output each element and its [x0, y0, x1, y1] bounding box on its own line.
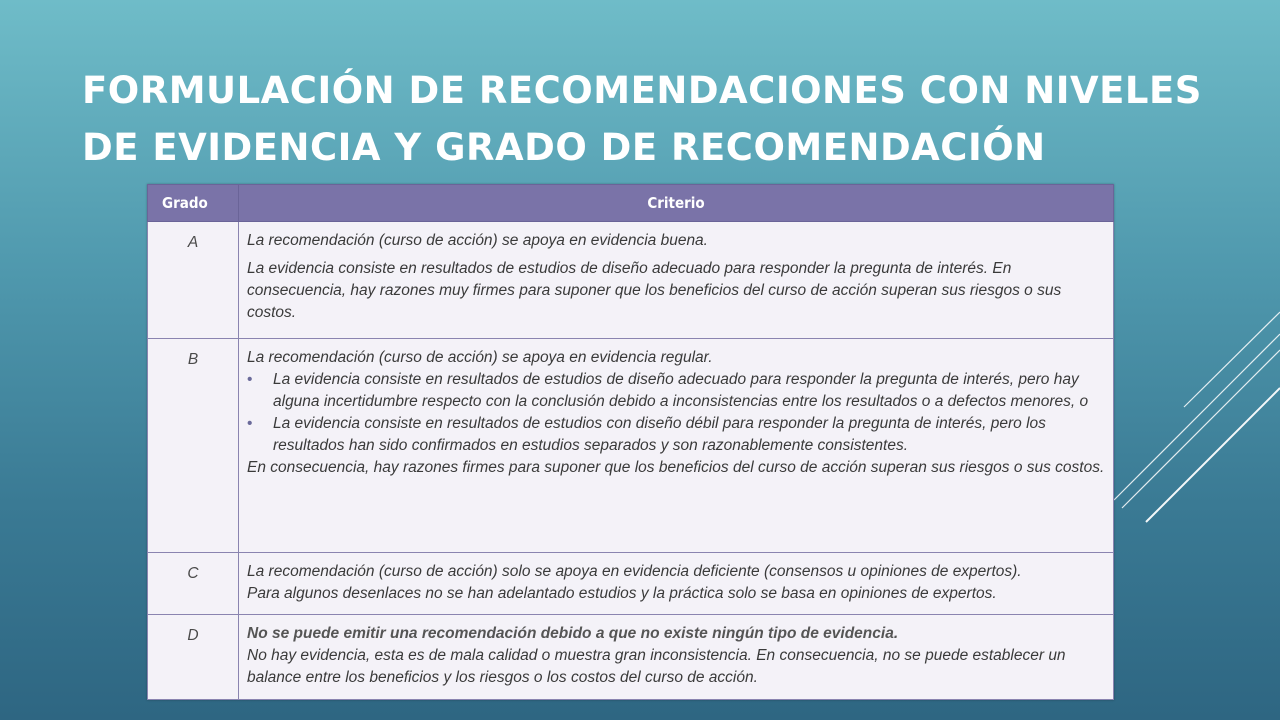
row-a-summary: La recomendación (curso de acción) se apoya en evidencia buena. — [247, 232, 708, 249]
row-b-bullet-1 — [247, 369, 1105, 413]
table-row-d — [148, 615, 1114, 700]
slide-title — [82, 62, 1202, 176]
row-d-summary: No se puede emitir una recomendación debido a que no existe ningún tipo de evidencia. — [247, 625, 899, 642]
decorative-lines — [1100, 300, 1280, 530]
table-row-a — [148, 222, 1114, 339]
row-b-bullet-2 — [247, 413, 1105, 457]
criterion-cell-b — [239, 339, 1114, 553]
criterion-cell-d — [239, 615, 1114, 700]
grade-cell-b: B — [148, 339, 239, 553]
criterion-cell-a — [239, 222, 1114, 339]
header-criterio: Criterio — [239, 185, 1114, 222]
grade-cell-c: C — [148, 553, 239, 615]
row-a-detail: La evidencia consiste en resultados de estudios de diseño adecuado para responder la pregunta de interés. En consecuencia, hay razones muy firmes para suponer que los beneficios del curso de acción superan sus riesgos o sus costos. — [247, 260, 1062, 321]
slide-title-line-1: FORMULACIÓN DE RECOMENDACIONES CON NIVELES — [82, 69, 1202, 112]
row-c-summary: La recomendación (curso de acción) solo se apoya en evidencia deficiente (consensos u opiniones de expertos). — [247, 563, 1022, 580]
header-grado: Grado — [148, 185, 239, 222]
bullet-marker: • — [247, 415, 253, 432]
row-b-summary: La recomendación (curso de acción) se apoya en evidencia regular. — [247, 349, 713, 366]
bullet-marker: • — [247, 371, 253, 388]
table-header-row — [148, 185, 1114, 222]
row-d-detail: No hay evidencia, esta es de mala calidad o muestra gran inconsistencia. En consecuencia, no se puede establecer un balance entre los beneficios y los riesgos o los costos del curso de acción. — [247, 647, 1066, 686]
grade-cell-a: A — [148, 222, 239, 339]
recommendation-grade-table — [147, 184, 1114, 700]
table-row-b — [148, 339, 1114, 553]
row-c-detail: Para algunos desenlaces no se han adelantado estudios y la práctica solo se basa en opiniones de expertos. — [247, 585, 997, 602]
grade-cell-d: D — [148, 615, 239, 700]
table-row-c — [148, 553, 1114, 615]
slide-title-line-2: DE EVIDENCIA Y GRADO DE RECOMENDACIÓN — [82, 126, 1046, 169]
row-b-bullet-2-text: La evidencia consiste en resultados de estudios con diseño débil para responder la pregunta de interés, pero los resultados han sido confirmados en estudios separados y son razonablemente consistentes. — [273, 415, 1046, 454]
row-b-bullet-1-text: La evidencia consiste en resultados de estudios de diseño adecuado para responder la pregunta de interés, pero hay alguna incertidumbre respecto con la conclusión debido a inconsistencias entre los resultados o a defectos menores, o — [273, 371, 1089, 410]
row-b-conclusion: En consecuencia, hay razones firmes para suponer que los beneficios del curso de acción superan sus riesgos o sus costos. — [247, 459, 1105, 476]
criterion-cell-c — [239, 553, 1114, 615]
